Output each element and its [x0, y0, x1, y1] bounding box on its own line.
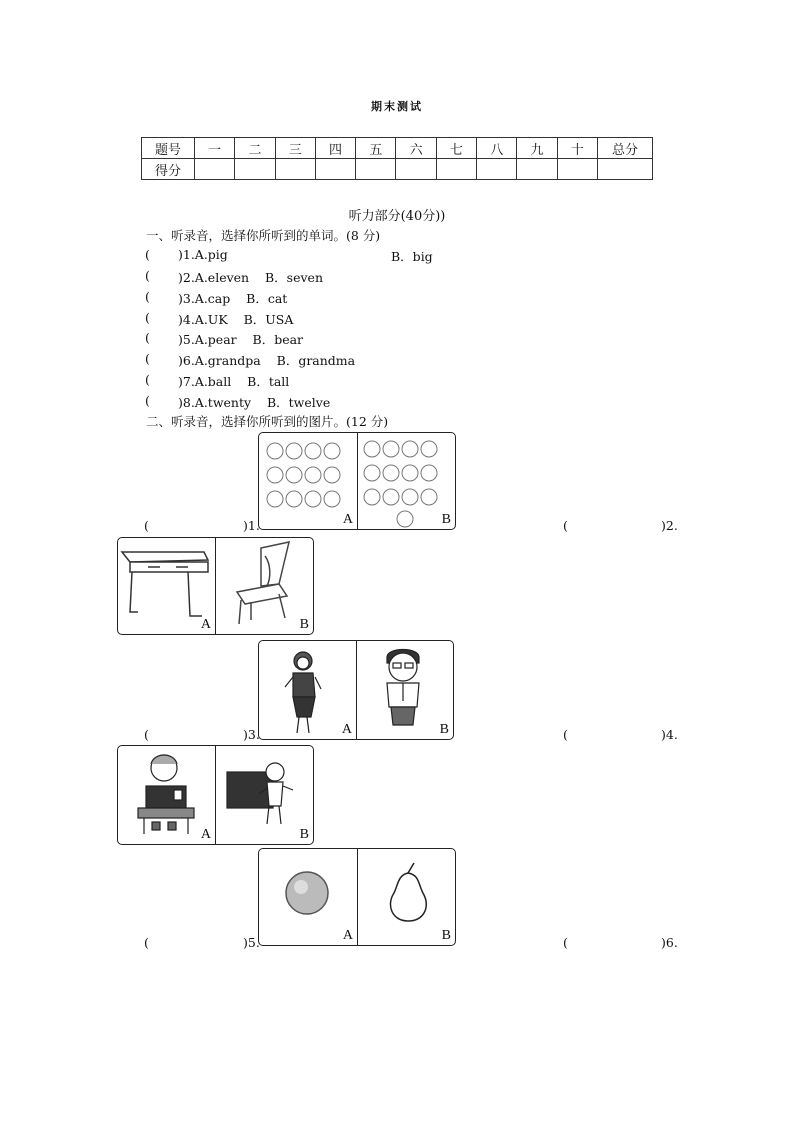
table-cell: 六 — [396, 138, 436, 159]
table-cell: 五 — [356, 138, 396, 159]
score-input-cell[interactable] — [477, 159, 517, 180]
score-table-score-row — [142, 159, 653, 180]
table-cell: 七 — [436, 138, 476, 159]
question-8: )8.A.twenty B．twelve — [178, 395, 331, 410]
answer-paren: ( — [145, 330, 150, 345]
question-6: )6.A.grandpa B．grandma — [178, 353, 356, 368]
option-a-desk[interactable] — [118, 538, 216, 634]
table-cell: 四 — [315, 138, 355, 159]
option-b-label: B — [299, 827, 309, 842]
chair-icon — [217, 538, 313, 634]
option-a-orange[interactable] — [259, 849, 358, 945]
score-input-cell[interactable] — [195, 159, 235, 180]
picture-question-3-number: )3. — [243, 727, 260, 742]
option-b-teacher[interactable] — [217, 746, 313, 844]
option-b-label: B — [299, 617, 309, 632]
table-cell: 十 — [557, 138, 597, 159]
question-4: )4.A.UK B．USA — [178, 312, 294, 327]
option-b-pear[interactable] — [358, 849, 455, 945]
picture-question-2-number: )2. — [661, 518, 678, 533]
picture-question-1 — [258, 432, 456, 530]
answer-paren: ( — [145, 289, 150, 304]
option-b-apples[interactable] — [358, 433, 455, 529]
answer-paren: ( — [145, 268, 150, 283]
option-a-apples[interactable] — [259, 433, 358, 529]
score-input-cell[interactable] — [396, 159, 436, 180]
table-cell: 一 — [195, 138, 235, 159]
score-input-cell[interactable] — [235, 159, 275, 180]
answer-paren: ( — [145, 310, 150, 325]
score-input-cell[interactable] — [557, 159, 597, 180]
option-b-chair[interactable] — [217, 538, 313, 634]
score-input-cell[interactable] — [517, 159, 557, 180]
picture-question-2 — [117, 537, 314, 635]
answer-paren: ( — [145, 351, 150, 366]
picture-question-1-number: )1. — [243, 518, 260, 533]
answer-paren: ( — [144, 727, 149, 742]
question-2: )2.A.eleven B．seven — [178, 270, 324, 285]
option-b-label: B — [439, 722, 449, 737]
score-table-header-row — [142, 138, 653, 159]
score-input-cell[interactable] — [356, 159, 396, 180]
picture-question-4 — [117, 745, 314, 845]
score-input-cell[interactable] — [436, 159, 476, 180]
question-3: )3.A.cap B．cat — [178, 291, 288, 306]
score-input-cell[interactable] — [275, 159, 315, 180]
table-cell: 八 — [477, 138, 517, 159]
option-b-label: B — [441, 512, 451, 527]
option-a-label: A — [342, 512, 353, 527]
option-a-woman[interactable] — [259, 641, 357, 739]
table-cell: 总分 — [598, 138, 653, 159]
question-5: )5.A.pear B．bear — [178, 332, 304, 347]
answer-paren: ( — [563, 935, 568, 950]
option-a-label: A — [200, 827, 211, 842]
answer-paren: ( — [145, 372, 150, 387]
score-input-cell[interactable] — [598, 159, 653, 180]
table-cell: 二 — [235, 138, 275, 159]
answer-paren: ( — [145, 393, 150, 408]
picture-question-5-number: )5. — [243, 935, 260, 950]
table-cell: 题号 — [142, 138, 195, 159]
table-cell: 九 — [517, 138, 557, 159]
score-table — [141, 137, 653, 180]
answer-paren: ( — [563, 727, 568, 742]
option-b-label: B — [441, 928, 451, 943]
man-icon — [357, 641, 453, 739]
question-7: )7.A.ball B．tall — [178, 374, 290, 389]
option-a-label: A — [341, 722, 352, 737]
picture-question-6-number: )6. — [661, 935, 678, 950]
question-1: )1.A.pig — [178, 247, 228, 262]
question-1-option-b: B．big — [391, 249, 433, 264]
option-b-man[interactable] — [357, 641, 453, 739]
table-cell: 三 — [275, 138, 315, 159]
page-title: 期末测试 — [371, 100, 423, 113]
teacher-blackboard-icon — [217, 746, 313, 844]
table-cell: 得分 — [142, 159, 195, 180]
option-a-label: A — [342, 928, 353, 943]
answer-paren: ( — [145, 247, 150, 262]
picture-question-4-number: )4. — [661, 727, 678, 742]
part2-heading: 二、听录音，选择你所听到的图片。(12 分) — [146, 414, 389, 429]
picture-question-3 — [258, 640, 454, 740]
answer-paren: ( — [563, 518, 568, 533]
apples-13-icon — [358, 433, 455, 529]
part1-heading: 一、听录音，选择你所听到的单词。(8 分) — [146, 228, 381, 243]
pear-icon — [358, 849, 455, 945]
picture-question-5 — [258, 848, 456, 946]
option-a-label: A — [200, 617, 211, 632]
score-input-cell[interactable] — [315, 159, 355, 180]
section-header: 听力部分(40分)) — [348, 209, 446, 224]
option-a-student[interactable] — [118, 746, 216, 844]
answer-paren: ( — [144, 935, 149, 950]
answer-paren: ( — [144, 518, 149, 533]
